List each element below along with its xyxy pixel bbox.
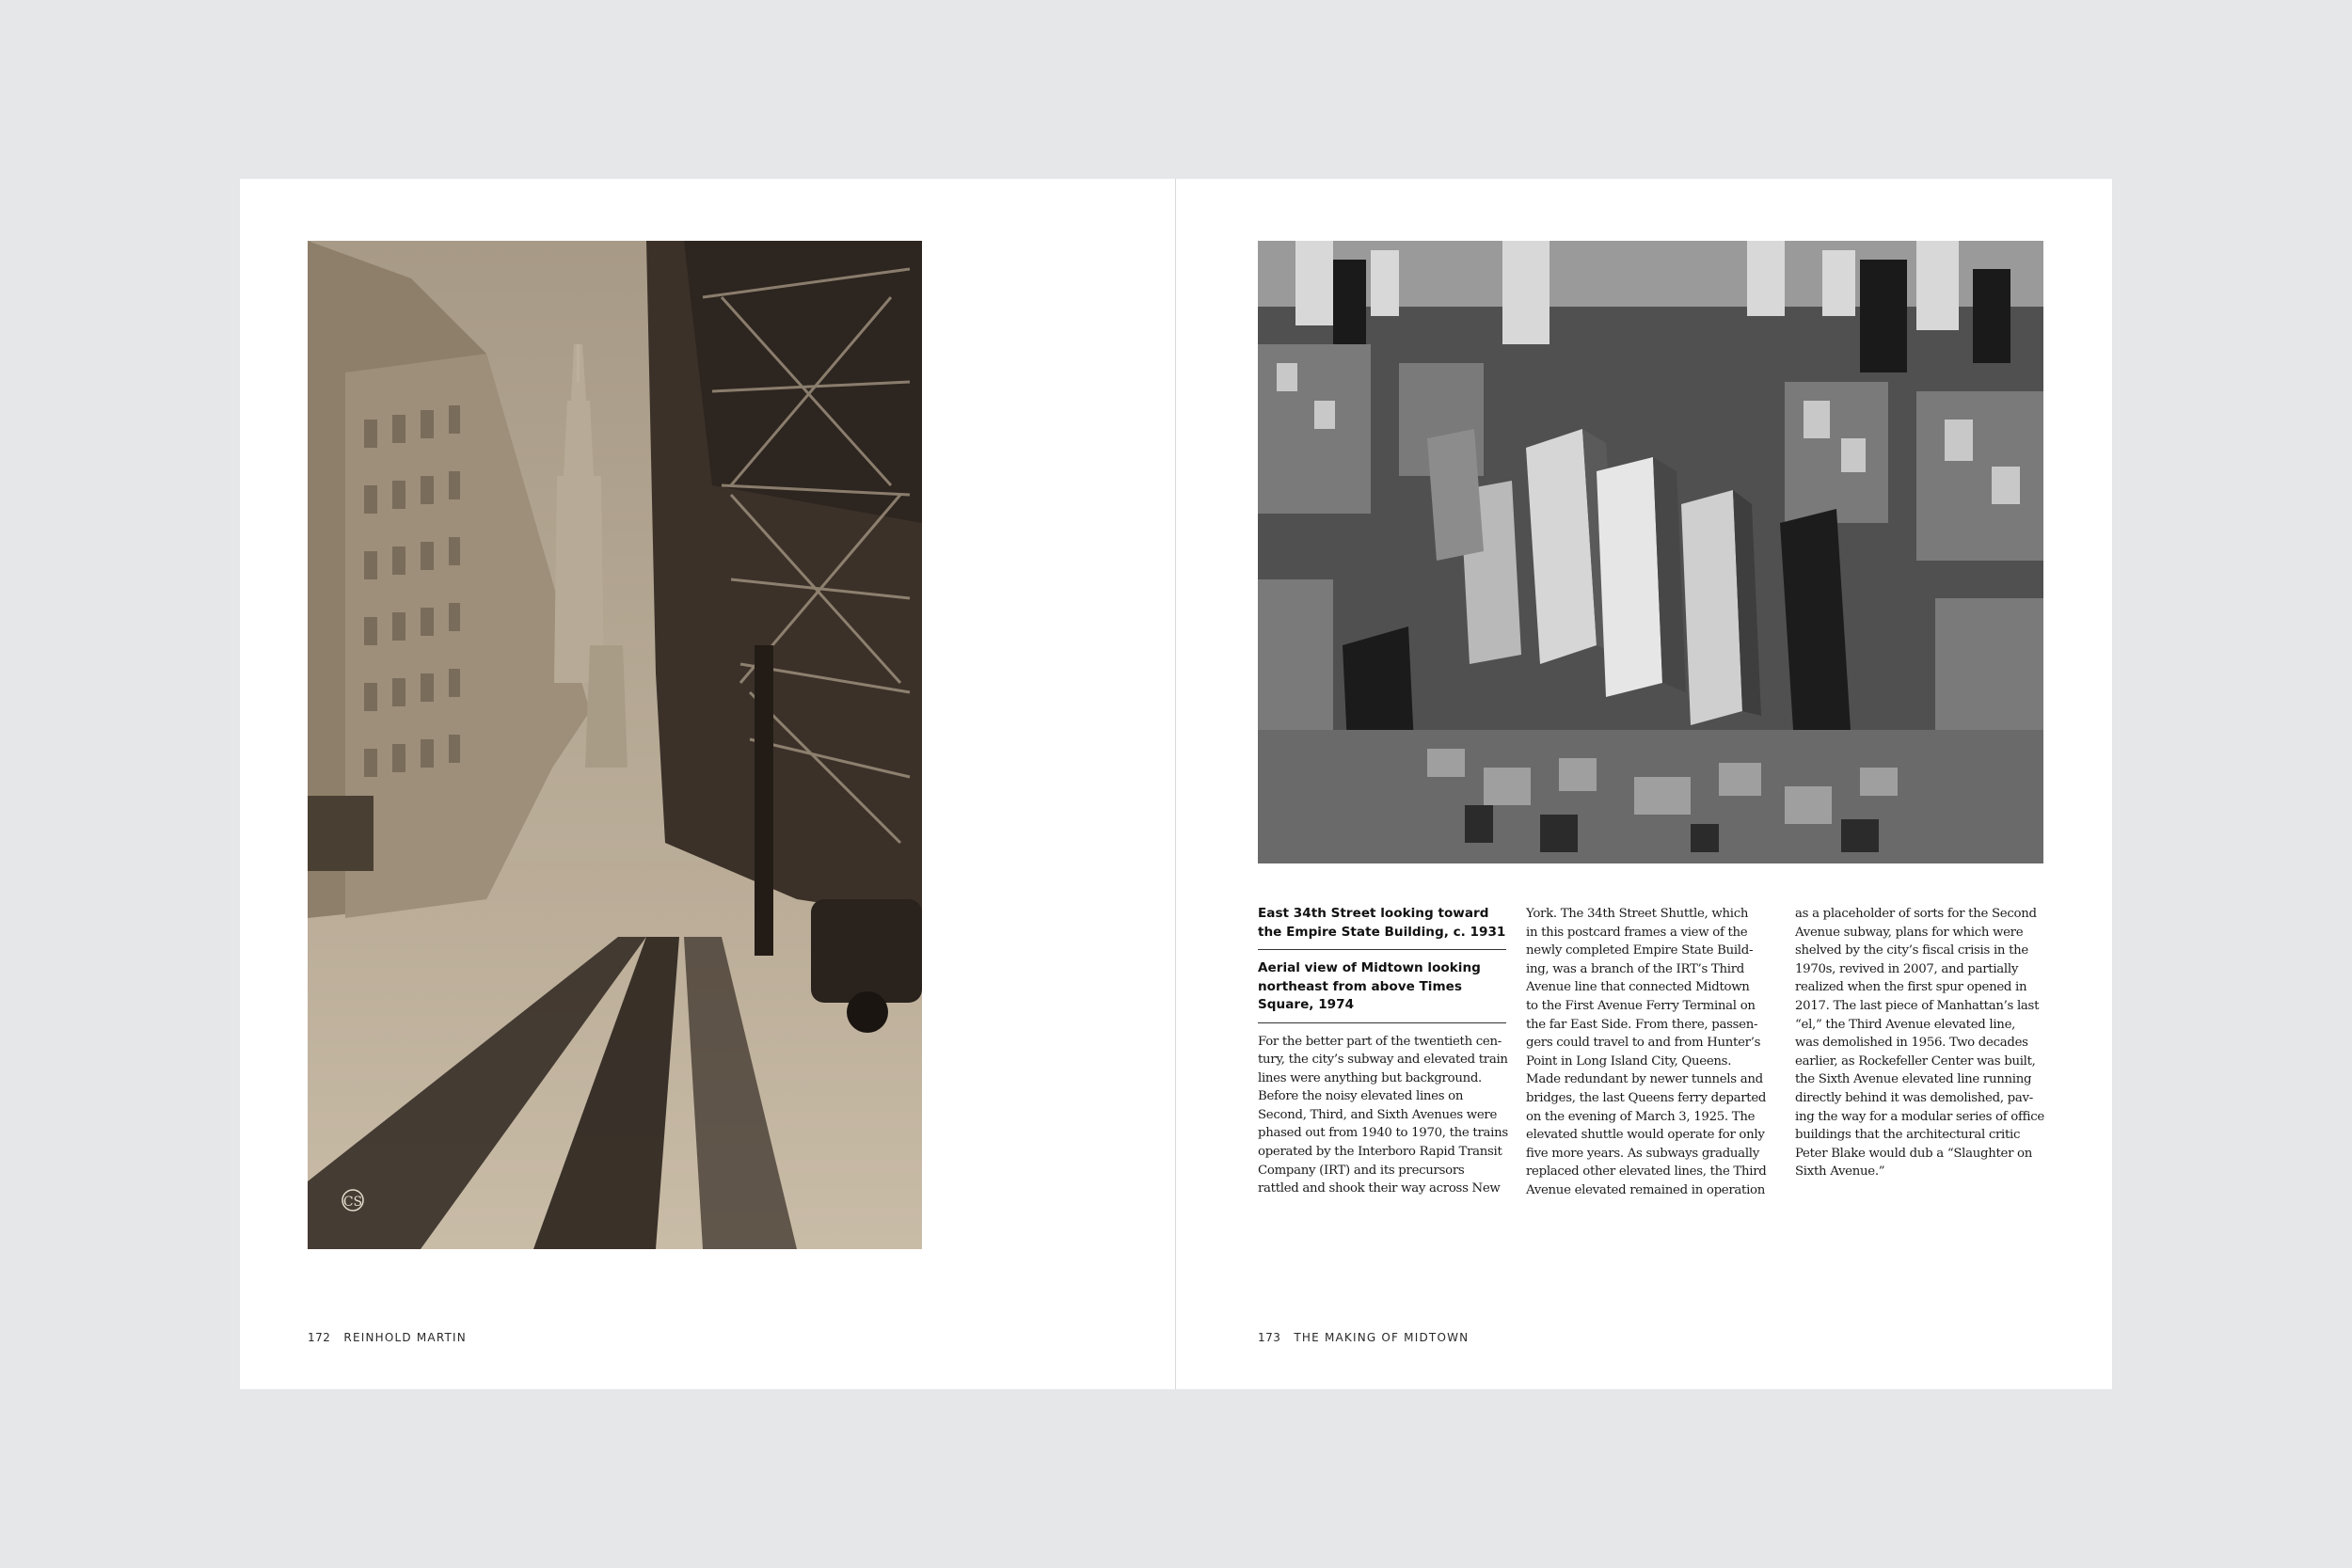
- body-column-2: [1526, 905, 1778, 1200]
- body-line: in this postcard frames a view of the: [1526, 925, 1748, 940]
- body-line: Company (IRT) and its precursors: [1258, 1163, 1465, 1178]
- left-page-number: 172: [308, 1331, 331, 1344]
- caption-column: [1258, 905, 1506, 1198]
- right-page-number: 173: [1258, 1331, 1281, 1344]
- right-running-head: THE MAKING OF MIDTOWN: [1294, 1331, 1470, 1344]
- body-line: Avenue line that connected Midtown: [1526, 980, 1750, 995]
- body-line: the Sixth Avenue elevated line running: [1795, 1072, 2032, 1087]
- body-column-3: [1795, 905, 2047, 1181]
- street-photo: [308, 241, 922, 1249]
- caption-aerial-photo: Aerial view of Midtown looking northeast from above Times Square, 1974: [1258, 960, 1481, 1012]
- body-line: was demolished in 1956. Two decades: [1795, 1036, 2028, 1051]
- book-spread: [240, 179, 2112, 1389]
- body-column-1: [1258, 1033, 1506, 1198]
- body-line: to the First Avenue Ferry Terminal on: [1526, 998, 1756, 1013]
- right-folio: [1258, 1331, 1469, 1344]
- body-line: rattled and shook their way across New: [1258, 1181, 1501, 1196]
- body-line: elevated shuttle would operate for only: [1526, 1128, 1765, 1143]
- body-line: gers could travel to and from Hunter’s: [1526, 1036, 1761, 1051]
- body-line: on the evening of March 3, 1925. The: [1526, 1109, 1756, 1124]
- gutter-fold: [1175, 179, 1176, 1389]
- body-line: For the better part of the twentieth cen-: [1258, 1034, 1502, 1049]
- body-line: replaced other elevated lines, the Third: [1526, 1164, 1767, 1180]
- body-line: 2017. The last piece of Manhattan’s last: [1795, 998, 2040, 1013]
- body-line: the far East Side. From there, passen-: [1526, 1017, 1758, 1032]
- body-line: Made redundant by newer tunnels and: [1526, 1072, 1763, 1087]
- body-line: “el,” the Third Avenue elevated line,: [1795, 1017, 2016, 1032]
- body-line: bridges, the last Queens ferry departed: [1526, 1090, 1767, 1105]
- body-line: ing, was a branch of the IRT’s Third: [1526, 961, 1744, 976]
- left-running-head: REINHOLD MARTIN: [343, 1331, 467, 1344]
- body-line: Before the noisy elevated lines on: [1258, 1089, 1464, 1104]
- body-line: Peter Blake would dub a “Slaughter on: [1795, 1146, 2033, 1161]
- body-line: Second, Third, and Sixth Avenues were: [1258, 1107, 1498, 1122]
- caption-street-photo: East 34th Street looking toward the Empire State Building, c. 1931: [1258, 906, 1506, 940]
- street-photo-image: [308, 241, 922, 1249]
- body-line: phased out from 1940 to 1970, the trains: [1258, 1126, 1508, 1141]
- aerial-photo-image: [1258, 241, 2043, 863]
- monogram-text: CS: [342, 1195, 363, 1210]
- body-line: five more years. As subways gradually: [1526, 1146, 1759, 1161]
- body-line: lines were anything but background.: [1258, 1070, 1482, 1085]
- body-line: ing the way for a modular series of office: [1795, 1109, 2044, 1124]
- body-line: buildings that the architectural critic: [1795, 1128, 2021, 1143]
- body-line: Avenue elevated remained in operation: [1526, 1182, 1766, 1197]
- body-line: York. The 34th Street Shuttle, which: [1526, 907, 1749, 921]
- body-line: newly completed Empire State Build-: [1526, 943, 1754, 958]
- body-line: 1970s, revived in 2007, and partially: [1795, 961, 2019, 976]
- body-line: as a placeholder of sorts for the Second: [1795, 907, 2037, 921]
- body-line: realized when the first spur opened in: [1795, 980, 2027, 995]
- body-line: directly behind it was demolished, pav-: [1795, 1090, 2033, 1105]
- left-folio: [308, 1331, 467, 1344]
- body-line: shelved by the city’s fiscal crisis in the: [1795, 943, 2028, 958]
- body-line: Avenue subway, plans for which were: [1795, 925, 2024, 940]
- caption-divider: [1258, 1022, 1506, 1023]
- caption-divider: [1258, 949, 1506, 950]
- body-line: tury, the city’s subway and elevated train: [1258, 1053, 1508, 1068]
- body-line: operated by the Interboro Rapid Transit: [1258, 1145, 1502, 1160]
- body-line: Point in Long Island City, Queens.: [1526, 1053, 1732, 1069]
- aerial-photo: [1258, 241, 2043, 863]
- body-line: Sixth Avenue.”: [1795, 1164, 1885, 1180]
- body-line: earlier, as Rockefeller Center was built,: [1795, 1053, 2036, 1069]
